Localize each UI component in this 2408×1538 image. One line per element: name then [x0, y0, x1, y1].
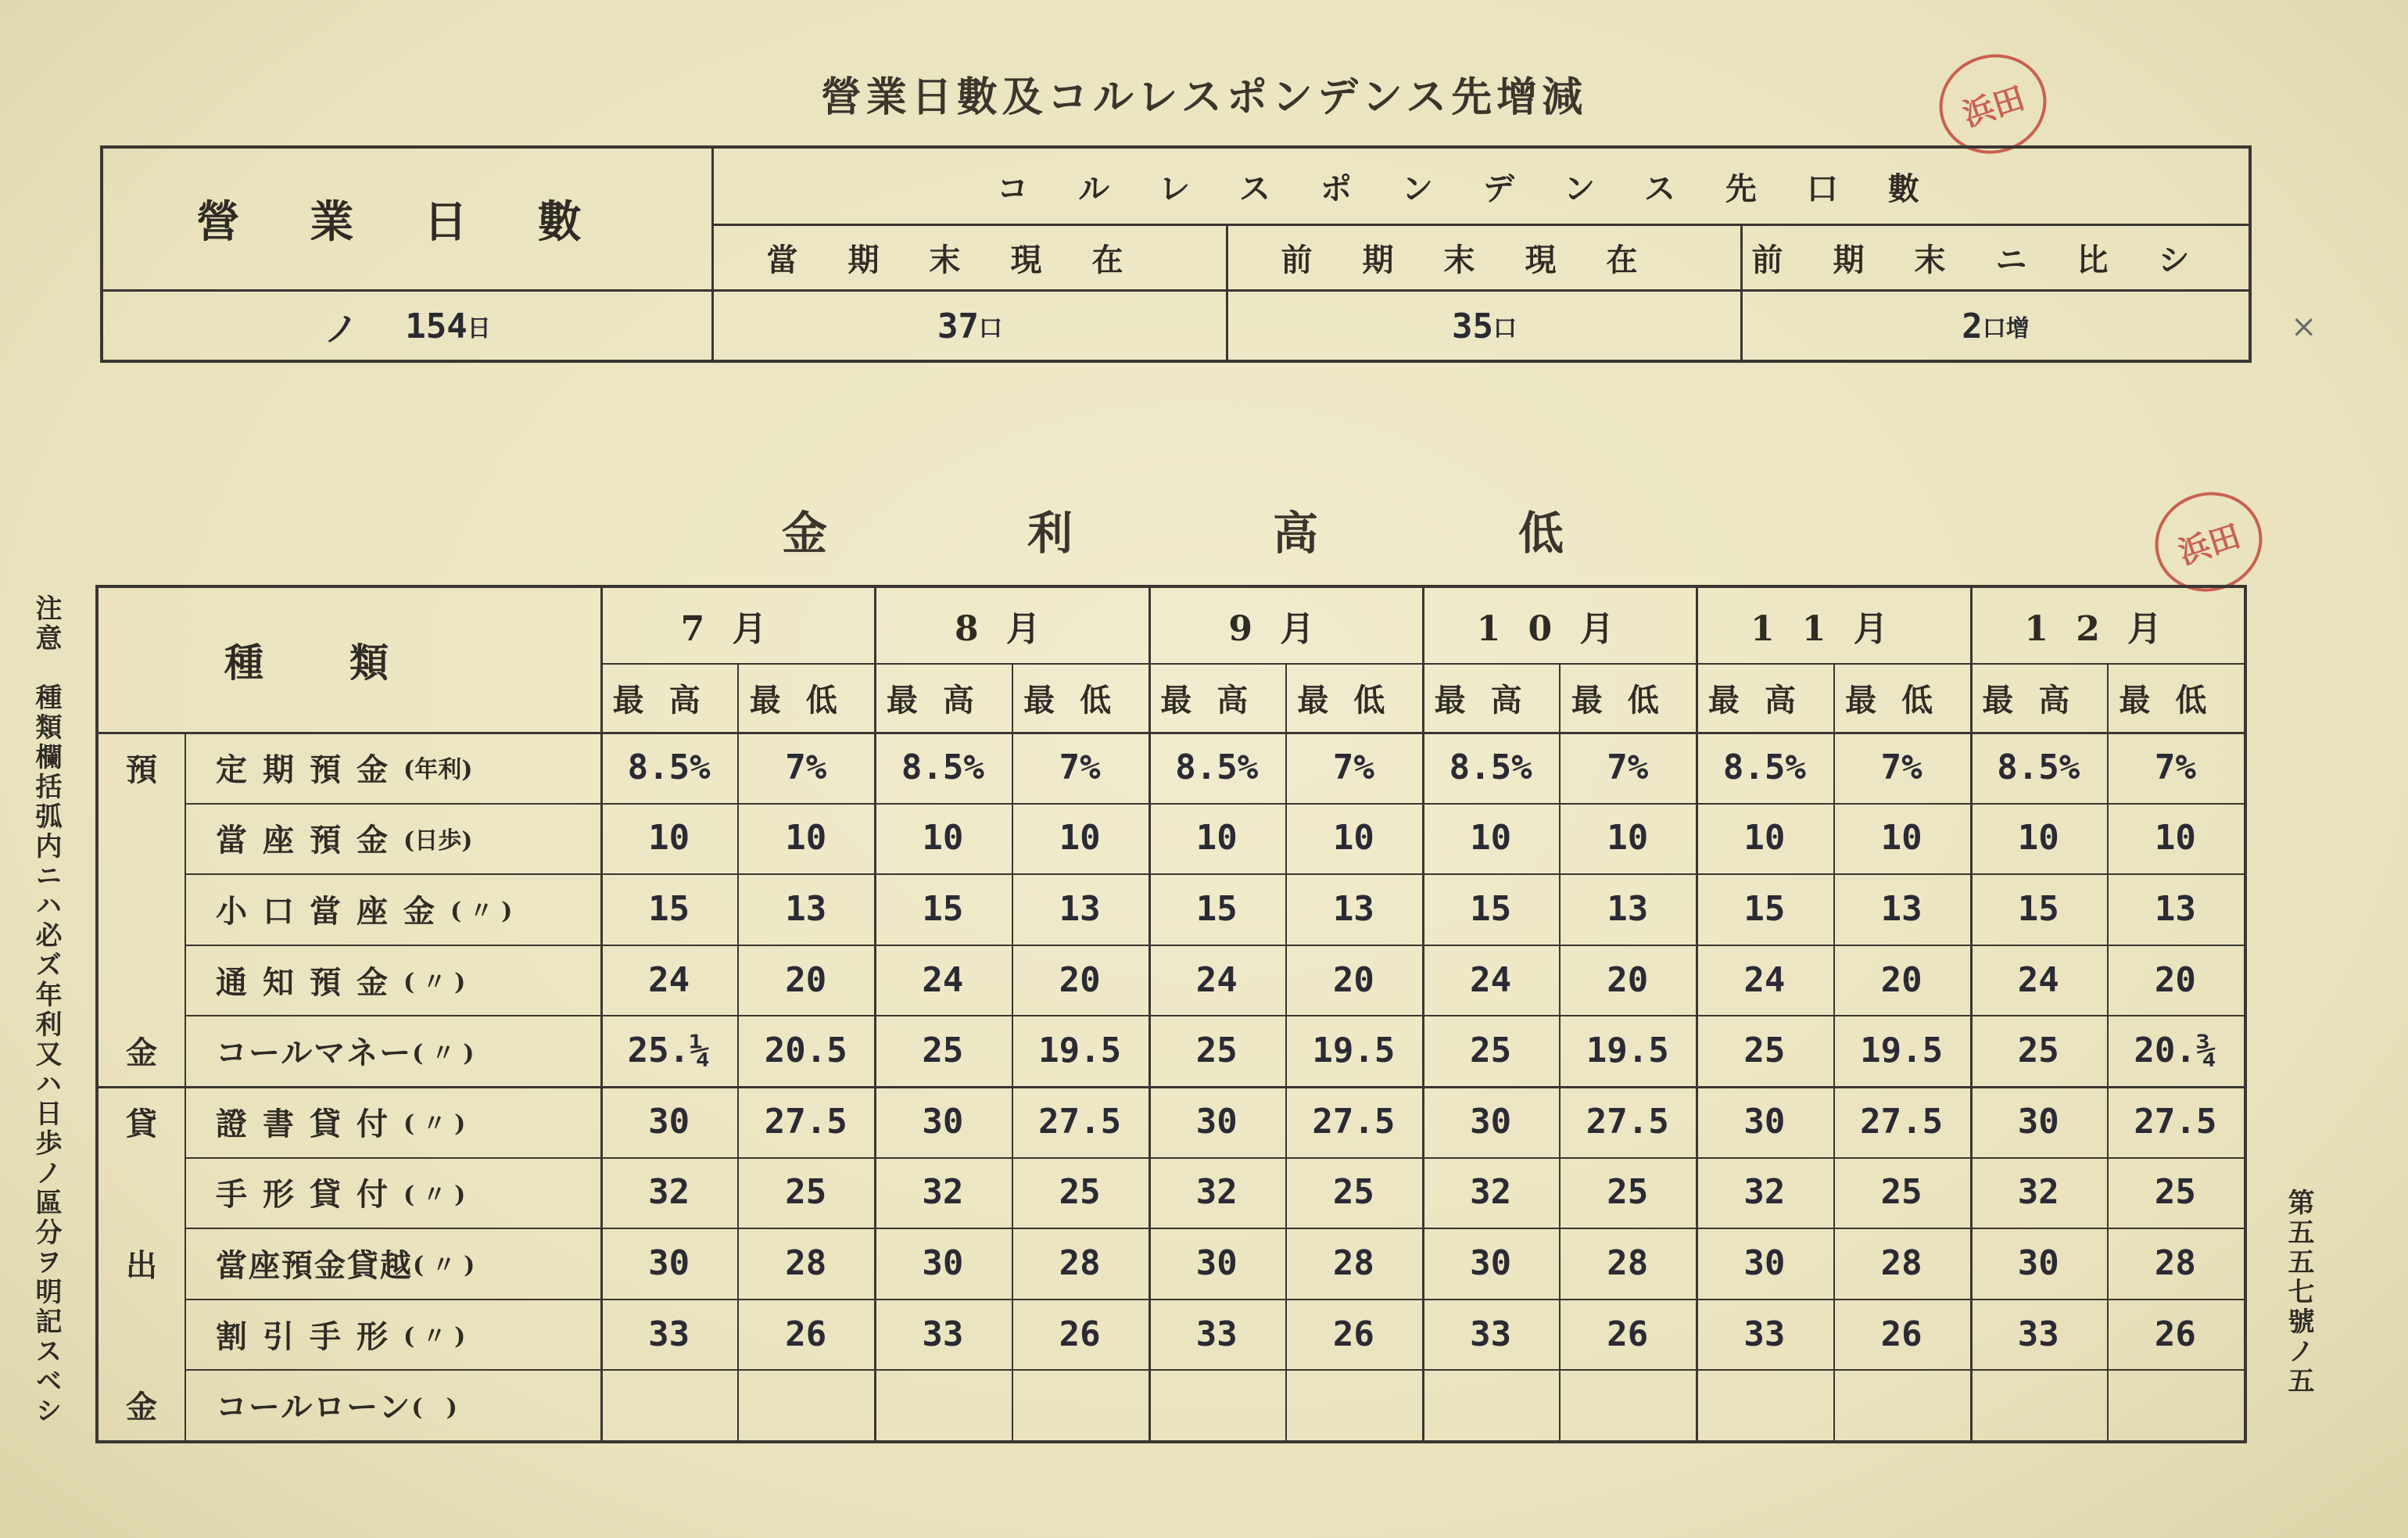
rate-value: 32 [648, 1172, 690, 1213]
group-loan-bottom: 金 [126, 1389, 157, 1426]
rate-value: 25 [2017, 1031, 2059, 1071]
high-header: 最高 [1982, 681, 2095, 719]
rate-value: 30 [1743, 1101, 1786, 1142]
rate-value: 25 [1607, 1172, 1649, 1213]
rate-value: 15 [648, 888, 690, 929]
rate-value [1012, 1369, 1148, 1440]
rate-value: 8.5% [901, 747, 984, 787]
rate-value: 30 [1470, 1242, 1512, 1283]
business-days-unit: 日 [467, 315, 491, 342]
group-loan-mid: 出 [126, 1246, 157, 1284]
row-name: コールローン [216, 1389, 412, 1426]
rate-value: 10 [1195, 818, 1238, 859]
rate-value: 25 [1195, 1031, 1238, 1071]
value-previous: 35 口 [1452, 306, 1517, 346]
rate-value: 27.5 [1860, 1101, 1944, 1142]
rate-value: 33 [1743, 1314, 1786, 1354]
rate-value: 24 [1470, 959, 1512, 1000]
correspondent-header: コルレスポンデンス先口數 [997, 170, 1969, 207]
row-unit: (年利) [403, 756, 473, 784]
rate-value: 25 [1332, 1172, 1374, 1213]
row-label [216, 1299, 593, 1370]
rate-value: 25 [1470, 1031, 1512, 1071]
interest-rate-table [95, 585, 2247, 1443]
row-label [216, 1015, 593, 1086]
rate-value: 26 [1880, 1314, 1922, 1354]
rate-value [2107, 1369, 2244, 1440]
rate-value: 27.5 [764, 1101, 847, 1142]
rate-value: 13 [785, 888, 827, 929]
rate-value: 33 [1195, 1314, 1238, 1354]
row-label [216, 1086, 593, 1157]
rate-value: 7% [1059, 747, 1101, 787]
form-number: 第五五七號ノ五 [2283, 1188, 2314, 1396]
rate-value [874, 1369, 1011, 1440]
rate-value: 30 [2017, 1101, 2059, 1142]
high-header: 最高 [1160, 681, 1274, 719]
rate-value: 10 [922, 818, 964, 859]
row-name: 割引手形 [216, 1318, 403, 1355]
rate-value: 25 [1059, 1172, 1101, 1213]
rate-value: 25 [1743, 1031, 1786, 1071]
side-note: 注意 種類欄括弧内ニハ必ズ年利又ハ日歩ノ區分ヲ明記スベシ [30, 594, 62, 1426]
rate-value: 30 [648, 1101, 690, 1142]
rate-value: 32 [1743, 1172, 1786, 1213]
row-name: コールマネー [216, 1034, 413, 1072]
business-days-header: 營業日數 [195, 196, 652, 248]
rate-value: 13 [1607, 888, 1649, 929]
month-header-12: 12月 [2024, 609, 2190, 649]
high-header: 最高 [886, 681, 999, 719]
business-days-value: 154 [405, 306, 468, 346]
rate-value: 15 [2017, 888, 2059, 929]
rate-value: 13 [1059, 888, 1101, 929]
business-days-value-cell [103, 292, 711, 360]
high-header: 最高 [1434, 681, 1547, 719]
month-header-10: 10月 [1476, 609, 1642, 649]
rate-value [1970, 1369, 2107, 1440]
col-header-current: 當期末現在 [766, 242, 1174, 278]
row-unit: ( 〃 ) [450, 898, 513, 926]
row-unit: ( 〃 ) [403, 1110, 466, 1138]
rate-value: 30 [1470, 1101, 1512, 1142]
business-days-table [100, 145, 2252, 363]
high-header: 最高 [1707, 681, 1821, 719]
rate-value [737, 1369, 874, 1440]
rate-value: 24 [1743, 959, 1786, 1000]
high-header: 最高 [612, 681, 726, 719]
rate-value: 33 [2017, 1314, 2059, 1354]
rate-value: 10 [1880, 818, 1922, 859]
pencil-mark: × [2291, 309, 2317, 345]
rate-value: 26 [2154, 1314, 2196, 1354]
row-unit: (日歩) [403, 826, 473, 855]
rate-value: 25 [1880, 1172, 1922, 1213]
rate-value: 20 [2154, 959, 2196, 1000]
rate-value: 30 [922, 1101, 964, 1142]
rate-value: 8.5% [1175, 747, 1259, 787]
row-label [216, 732, 593, 803]
rate-value: 19.5 [1586, 1031, 1669, 1071]
rate-value: 13 [2154, 888, 2196, 929]
rate-value: 32 [1470, 1172, 1512, 1213]
low-header: 最低 [2119, 681, 2232, 719]
rate-value: 7% [1880, 747, 1922, 787]
row-label [216, 1369, 593, 1440]
rate-value: 7% [785, 747, 827, 787]
rate-value: 25 [785, 1172, 827, 1213]
rate-value: 33 [922, 1314, 964, 1354]
rate-value: 10 [1059, 818, 1101, 859]
row-name: 當座預金貸越 [216, 1246, 413, 1284]
value-compare: 2 口 增 [1962, 306, 2030, 346]
value-current: 37 口 [937, 306, 1002, 346]
rate-value: 10 [785, 818, 827, 859]
rate-value: 26 [1607, 1314, 1649, 1354]
rate-value: 30 [1743, 1242, 1786, 1283]
row-unit: ( 〃 ) [412, 1039, 475, 1067]
rate-value: 13 [1332, 888, 1374, 929]
rate-value: 8.5% [1449, 747, 1532, 787]
rate-value: 28 [1880, 1242, 1922, 1283]
row-name: 小口當座金 [216, 892, 450, 930]
month-header-8: 8月 [954, 609, 1068, 649]
low-header: 最低 [1297, 681, 1410, 719]
low-header: 最低 [749, 681, 862, 719]
rate-value: 25.¼ [627, 1031, 711, 1071]
rate-value [1696, 1369, 1833, 1440]
rate-value: 7% [2154, 747, 2196, 787]
rate-value [1285, 1369, 1422, 1440]
business-days-mark: ノ [324, 310, 359, 350]
row-unit: ( 〃 ) [403, 1323, 466, 1351]
page-title: 營業日數及コルレスポンデンス先增減 [820, 73, 1588, 121]
rate-value: 27.5 [1038, 1101, 1122, 1142]
rate-value: 7% [1332, 747, 1374, 787]
rate-value: 10 [1607, 818, 1649, 859]
rate-value: 26 [1332, 1314, 1374, 1354]
row-name: 通知預金 [216, 963, 403, 1001]
rate-value: 13 [1880, 888, 1922, 929]
rate-value: 28 [785, 1242, 827, 1283]
month-header-11: 11月 [1750, 609, 1915, 649]
rate-value: 30 [2017, 1242, 2059, 1283]
rate-value: 30 [1195, 1101, 1238, 1142]
rate-value: 20.¾ [2134, 1031, 2217, 1071]
rate-value: 15 [922, 888, 964, 929]
row-name: 定期預金 [216, 751, 403, 788]
rate-value [1422, 1369, 1559, 1440]
rate-value: 26 [1059, 1314, 1101, 1354]
row-label [216, 1157, 593, 1228]
low-header: 最低 [1023, 681, 1137, 719]
rate-value: 20.5 [764, 1031, 847, 1071]
rate-value: 30 [922, 1242, 964, 1283]
kind-header: 種類 [224, 640, 475, 686]
rate-value: 28 [1607, 1242, 1649, 1283]
rate-value: 10 [1332, 818, 1374, 859]
rate-value: 8.5% [1997, 747, 2080, 787]
rate-value: 32 [1195, 1172, 1238, 1213]
rate-value: 10 [2017, 818, 2059, 859]
interest-section-title: 金 利 高 低 [782, 507, 1564, 560]
rate-value: 33 [648, 1314, 690, 1354]
rate-value: 33 [1470, 1314, 1512, 1354]
seal-stamp-middle: 浜田 [2142, 479, 2275, 605]
rate-value: 19.5 [1038, 1031, 1122, 1071]
rate-value: 27.5 [2134, 1101, 2217, 1142]
rate-value: 27.5 [1586, 1101, 1669, 1142]
rate-value: 8.5% [1722, 747, 1806, 787]
group-deposit-top: 預 [126, 751, 157, 788]
rate-value: 20 [1332, 959, 1374, 1000]
col-header-previous: 前期末現在 [1281, 242, 1688, 278]
low-header: 最低 [1571, 681, 1684, 719]
row-name: 當座預金 [216, 822, 403, 859]
rate-value: 24 [648, 959, 690, 1000]
rate-value: 25 [2154, 1172, 2196, 1213]
rate-value [1559, 1369, 1696, 1440]
rate-value: 26 [785, 1314, 827, 1354]
row-unit: ( ) [411, 1393, 457, 1421]
rate-value: 28 [1332, 1242, 1374, 1283]
low-header: 最低 [1845, 681, 1958, 719]
row-name: 手形貸付 [216, 1176, 403, 1214]
rate-value: 24 [2017, 959, 2059, 1000]
row-name: 證書貸付 [216, 1105, 403, 1142]
month-header-9: 9月 [1228, 609, 1342, 649]
row-unit: ( 〃 ) [413, 1252, 475, 1280]
rate-value: 8.5% [627, 747, 711, 787]
rate-value: 10 [1470, 818, 1512, 859]
rate-value: 20 [1059, 959, 1101, 1000]
rate-value [1148, 1369, 1285, 1440]
rate-value [1833, 1369, 1970, 1440]
rate-value [600, 1369, 737, 1440]
month-header-7: 7月 [680, 609, 794, 649]
rate-value: 10 [1743, 818, 1786, 859]
rate-value: 10 [648, 818, 690, 859]
rate-value: 19.5 [1312, 1031, 1396, 1071]
rate-value: 19.5 [1860, 1031, 1944, 1071]
rate-value: 15 [1743, 888, 1786, 929]
rate-value: 25 [922, 1031, 964, 1071]
rate-value: 27.5 [1312, 1101, 1396, 1142]
rate-value: 24 [922, 959, 964, 1000]
rate-value: 24 [1195, 959, 1238, 1000]
rate-value: 32 [2017, 1172, 2059, 1213]
rate-value: 28 [2154, 1242, 2196, 1283]
row-label [216, 873, 593, 945]
rate-value: 30 [1195, 1242, 1238, 1283]
row-unit: ( 〃 ) [403, 1181, 466, 1209]
rate-value: 15 [1470, 888, 1512, 929]
col-header-compare: 前期末ニ比シ [1751, 242, 2240, 278]
row-label [216, 945, 593, 1016]
rate-value: 28 [1059, 1242, 1101, 1283]
rate-value: 20 [1880, 959, 1922, 1000]
row-label [216, 803, 593, 874]
rate-value: 20 [1607, 959, 1649, 1000]
rate-value: 30 [648, 1242, 690, 1283]
seal-stamp-top: 浜田 [1926, 41, 2059, 167]
row-unit: ( 〃 ) [403, 969, 466, 997]
group-loan-top: 貸 [126, 1105, 157, 1142]
rate-value: 20 [785, 959, 827, 1000]
rate-value: 7% [1607, 747, 1649, 787]
rate-value: 32 [922, 1172, 964, 1213]
rate-value: 10 [2154, 818, 2196, 859]
rate-value: 15 [1195, 888, 1238, 929]
group-deposit-bottom: 金 [126, 1034, 157, 1072]
row-label [216, 1228, 593, 1299]
